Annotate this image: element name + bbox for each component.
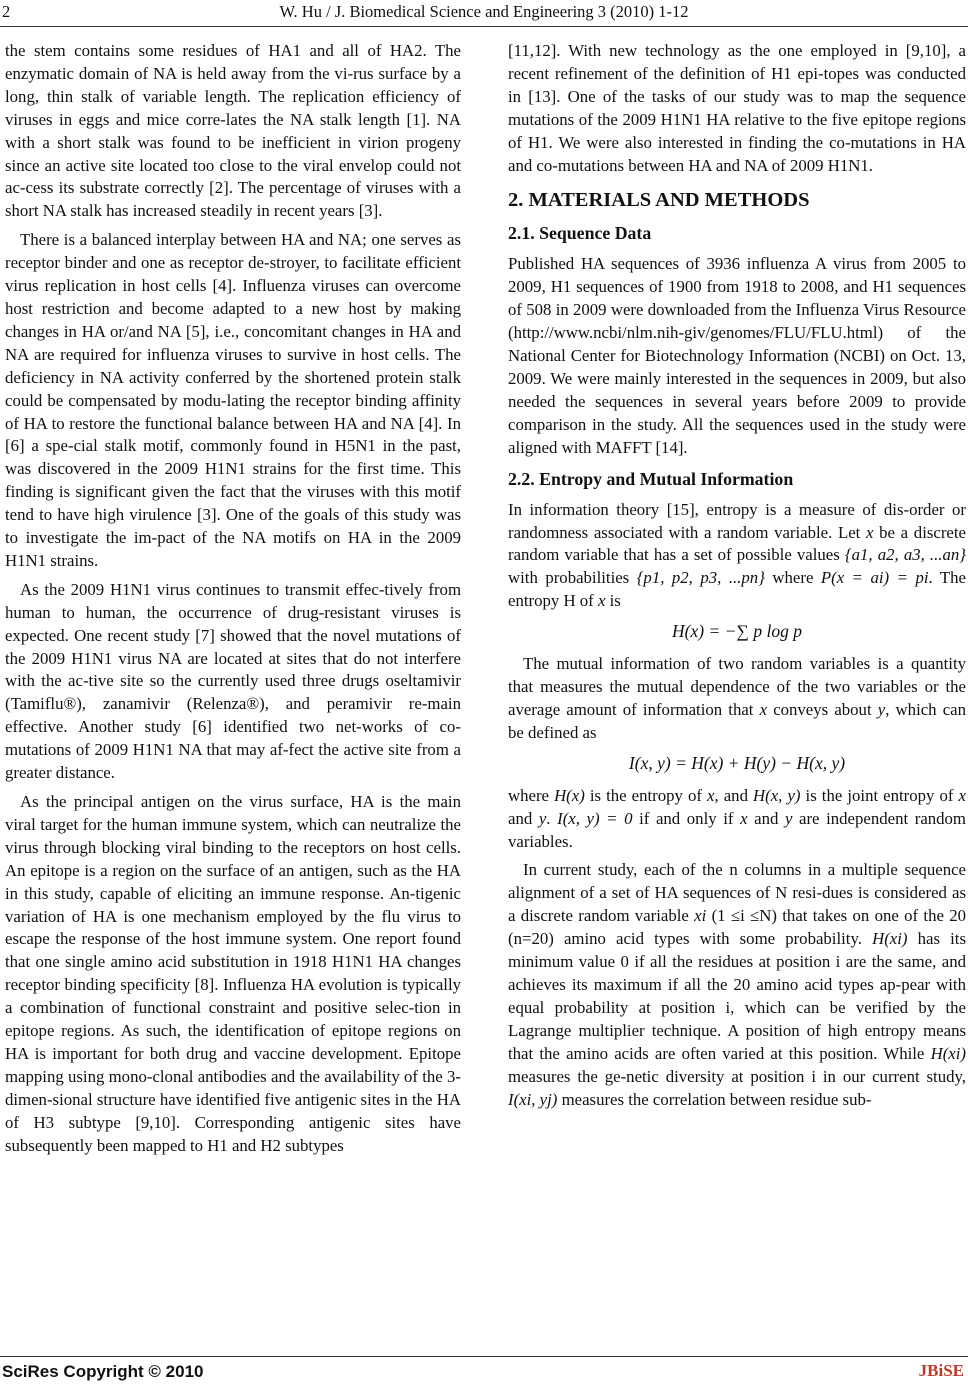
math-expr: H(xi): [930, 1043, 966, 1063]
math-var: x: [958, 785, 966, 805]
equation-mutual-info: I(x, y) = H(x) + H(y) − H(x, y): [628, 752, 846, 773]
math-expr: I(x, y) = 0: [557, 808, 633, 828]
page-footer: [0, 1356, 968, 1384]
paragraph: There is a balanced interplay between HA and NA; one serves as receptor binder and one as receptor de-stroyer, to facilitate efficient virus replication in host cells [4]. Influenza viruses can overcome host restriction and become adapted to a new host by making changes in HA or/and NA [5], i.e., concomitant changes in HA and NA are required for influenza viruses to survive in host cells. The deficiency in NA activity conferred by the shortened protein stalk could be compensated by modu-lating the receptor binding affinity of HA to restore the functional balance between HA and NA [4]. In [6] a spe-cial stalk motif, commonly found in H5N1 in the past, was discovered in the 2009 H1N1 strains for the first time. This finding is significant given the fact that the viruses with this motif tend to have high virulence [3]. One of the goals of this study was to investigate the im-pact of the NA motifs on HA in the 2009 H1N1 strains.: [5, 230, 461, 570]
math-var: x: [707, 785, 715, 805]
math-expr: H(xi): [872, 929, 908, 949]
header-rule: [0, 26, 968, 27]
paragraph: the stem contains some residues of HA1 and all of HA2. The enzymatic domain of NA is held away from the vi-rus surface by a long, thin stalk of variable length. The replication efficiency of viruses in eggs and mice corre-lates the NA stalk length [1]. NA with a short stalk was found to be inefficient in virion progeny since an active site located too close to the viral envelop could not ac-cess its substrate correctly [2]. The percentage of viruses with a short NA stalk has increased steadily in recent years [3].: [5, 41, 461, 221]
math-var: y: [538, 808, 547, 828]
paragraph: Published HA sequences of 3936 influenza A virus from 2005 to 2009, H1 sequences of 1900 from 1918 to 2008, and H1 sequences of 508 in 2009 were downloaded from the Influenza Virus Resource (http://www.ncbi/nlm.nih-giv/genomes/FLU/FLU.html) of the National Center for Biotechnology Information (NCBI) on Oct. 13, 2009. We were mainly interested in the sequences in 2009, but also needed the sequences in several years before 2009 to provide comparison in the study. All the sequences used in the study were aligned with MAFFT [14].: [508, 254, 966, 457]
copyright-notice: SciRes Copyright © 2010: [2, 1362, 204, 1381]
math-var: xi: [694, 906, 707, 926]
left-column: [5, 40, 461, 1164]
math-var: x: [866, 522, 874, 542]
right-column: [508, 40, 966, 1117]
page-number: 2: [2, 2, 11, 21]
math-expr: H(x, y): [753, 785, 801, 805]
paragraph-current-study: In current study, each of the n columns in a multiple sequence alignment of a set of HA sequences of N resi-dues is considered as a discrete random variable xi (1 ≤i ≤N) that takes on one of the 20 (n=20) amino acid types with some probability. H(xi) has its minimum value 0 if all the residues at position i are the same, and achieves its maximum if all the 20 amino acid types ap-pear with equal probability at position i, which can be verified by the Lagrange multiplier technique. A position of high entropy means that the amino acids are often varied at this position. While H(xi) measures the ge-netic diversity at position i in our current study, I(xi, yj) measures the correlation between residue sub-: [508, 860, 967, 1109]
paragraph-mutual-info: The mutual information of two random variables is a quantity that measures the mutual dependence of the two variables or the average amount of information that x conveys about y, which can be defined as: [508, 654, 966, 742]
running-head: W. Hu / J. Biomedical Science and Engineering 3 (2010) 1-12: [279, 2, 689, 21]
math-expr: I(xi, yj): [508, 1089, 558, 1109]
subsection-heading: 2.2. Entropy and Mutual Information: [508, 468, 794, 489]
running-header: [0, 2, 968, 24]
math-var: x: [597, 591, 606, 611]
math-var: y: [784, 808, 793, 828]
equation-entropy: H(x) = −∑ p log p: [672, 621, 802, 642]
math-expr: H(x): [554, 785, 585, 805]
footer-rule: [0, 1356, 968, 1357]
section-heading: 2. MATERIALS AND METHODS: [508, 189, 810, 212]
math-expr: {p1, p2, p3, ...pn}: [636, 568, 765, 588]
subsection-heading: 2.1. Sequence Data: [508, 223, 652, 244]
paragraph-entropy: In information theory [15], entropy is a measure of dis-order or randomness associated with a random variable. Let x be a discrete random variable that has a set of possible values {a1, a2, a3, ...an} with probabilities {p1, p2, p3, ...pn} where P(x = ai) = pi. The entropy H of x is: [508, 499, 966, 611]
paragraph-definitions: where H(x) is the entropy of x, and H(x, y) is the joint entropy of x and y. I(x, y) = 0 if and only if x and y are independent random variables.: [508, 785, 966, 851]
math-var: x: [740, 808, 748, 828]
paragraph: As the principal antigen on the virus surface, HA is the main viral target for the human immune system, which can neutralize the virus through blocking viral binding to the receptors on host cells. An epitope is a region on the surface of an antigen, such as the HA in this study, capable of eliciting an immune response. An-tigenic variation of HA is one mechanism employed by the flu virus to escape the response of the host immune system. One report found that one single amino acid substitution in 1918 H1N1 HA changes receptor binding specificity [8]. Influenza HA evolution is typically a combination of functional constraint and positive selec-tion in epitope regions. As such, the identification of epitope regions on HA is important for both drug and vaccine development. Epitope mapping using mono-clonal antibodies and the availability of the 3-dimen-sional structure have identified five antigenic sites in the HA of H3 subtype [9,10]. Corresponding antigenic sites have subsequently been mapped to H1 and H2 subtypes: [5, 792, 461, 1155]
paragraph: [11,12]. With new technology as the one employed in [9,10], a recent refinement of the definition of H1 epi-topes was conducted in [13]. One of the tasks of our study was to map the sequence mutations of the 2009 H1N1 HA relative to the five epitope regions of H1. We were also interested in finding the co-mutations in HA and co-mutations between HA and NA of 2009 H1N1.: [508, 41, 966, 175]
math-expr: P(x = ai) = pi: [820, 568, 929, 588]
math-var: x: [759, 699, 768, 719]
journal-logo: JBiSE: [918, 1361, 964, 1380]
math-expr: {a1, a2, a3, ...an}: [844, 545, 966, 565]
math-var: y: [877, 699, 886, 719]
paragraph: As the 2009 H1N1 virus continues to transmit effec-tively from human to human, the occurrence of drug-resistant viruses is expected. One recent study [7] showed that the novel mutations of the 2009 H1N1 virus NA are located at sites that do not interfere with the ac-tive site so the currently used three drugs oseltamivir (Tamiflu®), zanamivir (Relenza®), and peramivir re-main effective. Another study [6] identified two net-works of co-mutations of 2009 H1N1 NA that may af-fect the active site from a greater distance.: [5, 579, 461, 783]
